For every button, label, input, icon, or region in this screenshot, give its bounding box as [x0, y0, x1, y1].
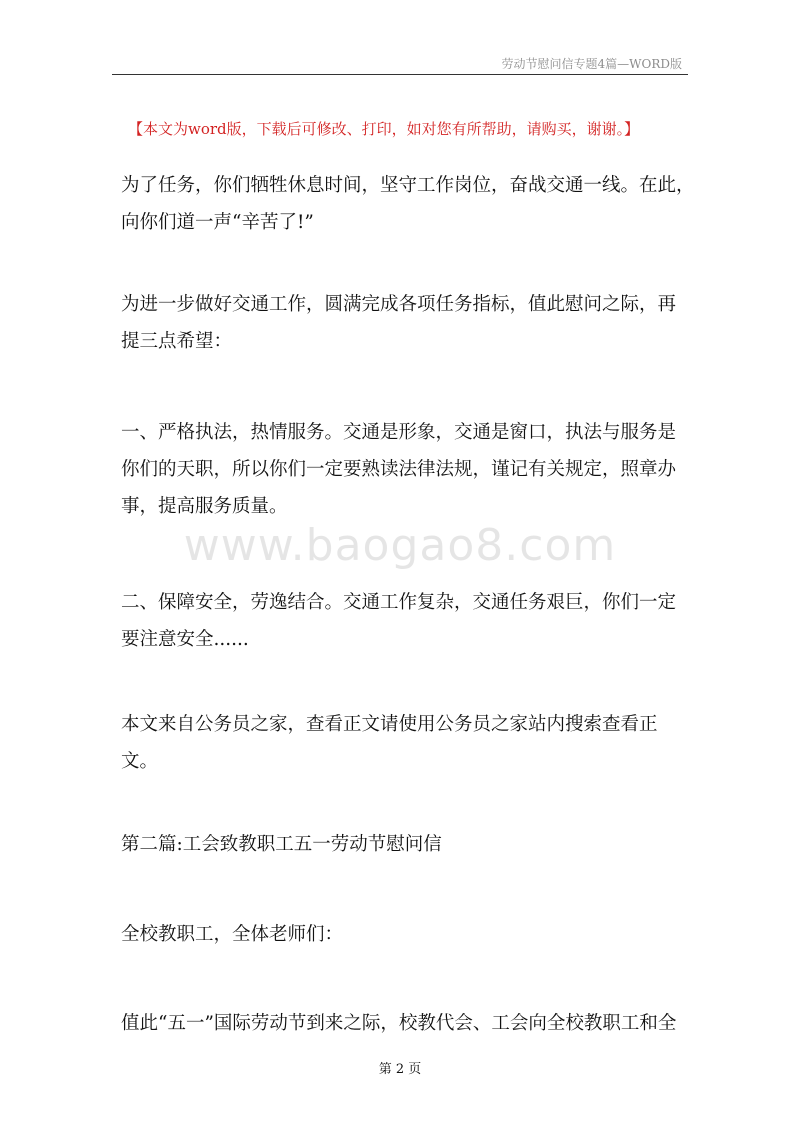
paragraph-line: 本文来自公务员之家，查看正文请使用公务员之家站内搜索查看正: [121, 714, 658, 735]
paragraph-line: 文。: [121, 751, 159, 772]
paragraph-line: 为了任务，你们牺牲休息时间，坚守工作岗位，奋战交通一线。在此，: [121, 175, 695, 196]
paragraph-line: 向你们道一声“辛苦了!”: [121, 212, 314, 233]
paragraph-line: 一、严格执法，热情服务。交通是形象，交通是窗口，执法与服务是: [121, 422, 677, 443]
header-divider: [112, 74, 688, 75]
paragraph-line: 你们的天职，所以你们一定要熟读法律法规，谨记有关规定，照章办: [121, 459, 677, 480]
running-header: 劳动节慰问信专题4篇—WORD版: [501, 57, 682, 71]
download-notice: 【本文为word版，下载后可修改、打印，如对您有所帮助，请购买，谢谢。】: [128, 120, 640, 138]
paragraph-4: [121, 584, 691, 658]
paragraph-line: 事，提高服务质量。: [121, 496, 288, 517]
paragraph-6: [121, 1005, 691, 1042]
paragraph-2: [121, 286, 691, 360]
paragraph-line: 第二篇:工会致教职工五一劳动节慰问信: [121, 834, 442, 855]
paragraph-5: [121, 706, 691, 780]
paragraph-line: 要注意安全......: [121, 629, 249, 650]
paragraph-line: 全校教职工，全体老师们：: [121, 924, 344, 945]
salutation: [121, 916, 691, 953]
paragraph-line: 值此“五一”国际劳动节到来之际，校教代会、工会向全校教职工和全: [121, 1013, 677, 1034]
page-number: 第 2 页: [378, 1062, 422, 1077]
watermark: www.baogao8.com: [183, 520, 617, 571]
section-heading: [121, 826, 691, 863]
paragraph-1: [121, 167, 695, 241]
paragraph-3: [121, 414, 691, 525]
paragraph-line: 提三点希望：: [121, 331, 233, 352]
paragraph-line: 为进一步做好交通工作，圆满完成各项任务指标，值此慰问之际，再: [121, 294, 677, 315]
paragraph-line: 二、保障安全，劳逸结合。交通工作复杂，交通任务艰巨，你们一定: [121, 592, 677, 613]
